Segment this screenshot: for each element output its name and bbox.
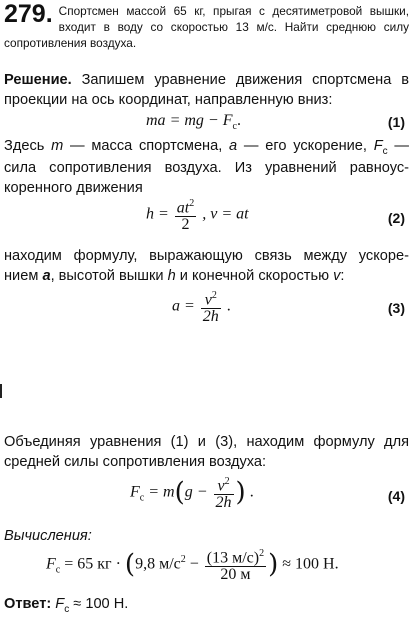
margin-mark: [0, 384, 2, 398]
var-m: m: [51, 138, 64, 154]
eq3-number: (3): [387, 300, 405, 316]
combine-line-1: Объединяя уравнения (1) и (3), находим формулу для: [4, 434, 409, 450]
eq3-fraction: $\frac{v^2}{2h}$: [202, 290, 219, 326]
eq4-fraction: $\frac{v^2}{2h}$: [215, 476, 232, 512]
var-a: a: [229, 138, 238, 154]
eq1-end: .: [236, 112, 241, 129]
calc-label: Вычисления:: [4, 528, 92, 544]
solution-intro: Запишем уравнение движения спортсмена в: [81, 72, 409, 88]
here-line-3: коренного движения: [4, 180, 143, 196]
combine-line-2: средней силы сопротивления воздуха:: [4, 454, 267, 470]
solution-intro-line: [4, 70, 409, 90]
eq2-h: h =: [146, 205, 169, 223]
here-text-a: Здесь: [4, 138, 45, 154]
eq2-rest: , v = at: [202, 205, 249, 223]
find-line-2: нием a, высотой вышки h и конечной скоростью v:: [4, 268, 345, 284]
answer-value: ≈ 100 Н.: [73, 596, 129, 612]
solution-intro-line-2: проекции на ось координат, направленную вниз:: [4, 92, 333, 108]
var-v: v: [333, 268, 341, 284]
eq4-number: (4): [387, 488, 405, 504]
problem-number: 279.: [4, 0, 53, 28]
answer-line: Ответ: $F_c \approx 100$ Н.: [4, 596, 129, 615]
problem-text: Спортсмен массой 65 кг, прыгая с десятиметровой вышки, входит в воду со скоростью 13 м/с. Найти среднюю силу сопротивления воздуха.: [4, 4, 409, 50]
eq1-sub: c: [232, 121, 237, 133]
calc-fraction: $\frac{(13 м/с)^2}{20 м}$: [206, 548, 265, 584]
find-line-1: находим формулу, выражающую связь между ускоре-: [4, 248, 409, 264]
var-a-bold: a: [42, 268, 51, 284]
equation-3: a = $\frac{v^2}{2h}$ . (3): [172, 290, 405, 326]
eq2-fraction: $\frac{at^2}{2}$: [176, 198, 195, 234]
eq1-lhs: ma: [146, 112, 166, 129]
here-text-c: — его ускорение,: [243, 138, 367, 154]
eq3-a: a =: [172, 297, 195, 315]
problem-statement: [4, 0, 409, 51]
equation-2: [0, 196, 413, 236]
here-line-2: сила сопротивления воздуха. Из уравнений равноус-: [4, 160, 409, 176]
equation-4: $F_c = m(g$ − $\frac{v^2}{2h}$ ) . (4): [130, 476, 405, 512]
eq1-rhs: = mg − F: [169, 112, 233, 129]
var-h: h: [167, 268, 176, 284]
eq2-number: (2): [387, 210, 405, 226]
var-fc: $F_c$: [373, 138, 388, 157]
here-text-b: — масса спортсмена,: [70, 138, 223, 154]
calculation: $F_c = 65$ кг · (9,8 $м/с^2$ − $\frac{(13 м/с)^2}{20 м}$ ) ≈ 100 Н.: [46, 548, 339, 584]
solution-label: Решение.: [4, 72, 72, 88]
answer-label: Ответ:: [4, 596, 52, 612]
here-text-d: —: [394, 138, 409, 154]
eq1-number: (1): [387, 114, 405, 130]
